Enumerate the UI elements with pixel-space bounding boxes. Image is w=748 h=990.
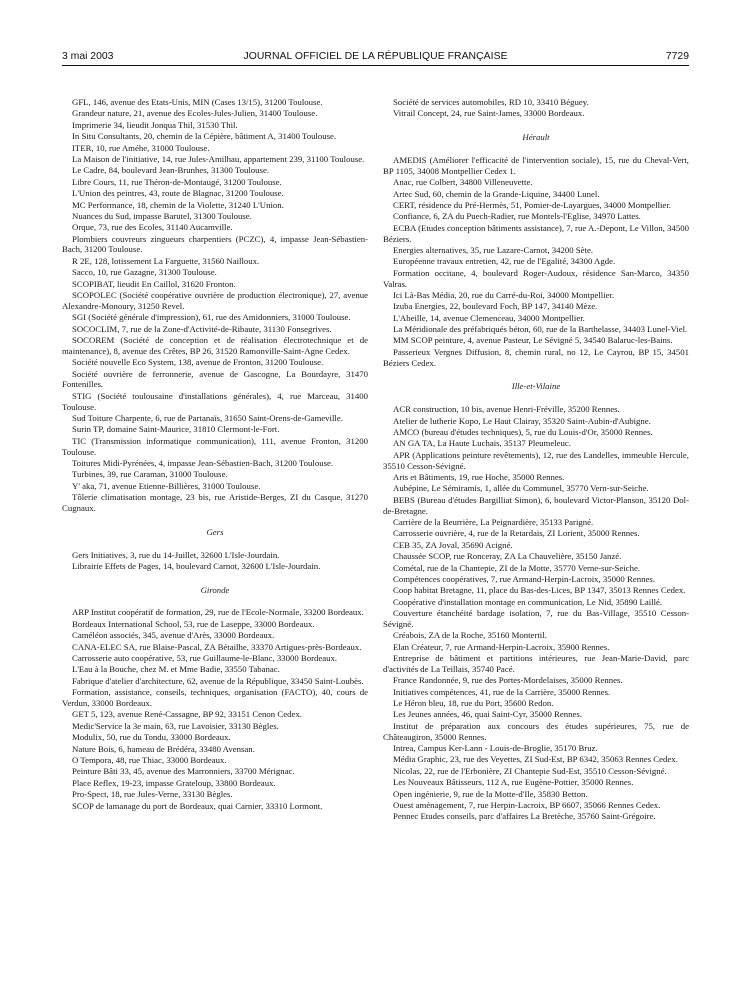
listing-entry: Coop habitat Bretagne, 11, place du Bas-des-Lices, BP 1347, 35013 Rennes Cedex. [393,585,686,596]
listing-entry: Y' aka, 71, avenue Etienne-Billières, 31000 Toulouse. [72,480,261,491]
listing-entry: Artec Sud, 60, chemin de la Grande-Liquine, 34400 Lunel. [393,188,600,199]
listing-entry: ACR construction, 10 bis, avenue Henri-Fréville, 35200 Rennes. [393,404,620,415]
listing-entry: Plombiers couvreurs zingueurs charpentiers (PCZC), 4, impasse Jean-Sébastien-Bach, 31200 Toulouse. [62,233,368,255]
listing-entry: Intrea, Campus Ker-Lann - Louis-de-Broglie, 35170 Bruz. [393,742,598,753]
left-column [62,97,368,812]
listing-entry: Compétences coopératives, 7, rue Armand-Herpin-Lacroix, 35000 Rennes. [393,573,655,584]
listing-entry: ITER, 10, rue Améhe, 31000 Toulouse. [72,142,210,153]
listing-entry: TIC (Transmission informatique communication), 111, avenue Fronton, 31200 Toulouse. [62,435,368,457]
listing-entry: AMCO (bureau d'études techniques), 5, rue du Louis-d'Or, 35000 Rennes. [393,427,653,438]
listing-entry: CANA-ELEC SA, rue Blaise-Pascal, ZA Bétailhe, 33370 Artigues-près-Bordeaux. [72,641,362,652]
listing-entry: O Tempora, 48, rue Thiac, 33000 Bordeaux. [72,754,227,765]
listing-entry: SGI (Société générale d'impression), 61, rue des Amidonniers, 31000 Toulouse. [72,312,351,323]
listing-entry: Chaussée SCOP, rue Ronceray, ZA La Chauvelière, 35150 Janzé. [393,551,622,562]
listing-entry: Librairie Effets de Pages, 14, boulevard Carnot, 32600 L'Isle-Jourdain. [72,560,321,571]
listing-entry: Les Jeunes années, 46, quai Saint-Cyr, 35000 Rennes. [393,709,582,720]
listing-entry: Arts et Bâtiments, 19, rue Hoche, 35000 Rennes. [393,471,565,482]
listing-entry: SCOPIBAT, lieudit En Caillol, 31620 Fronton. [72,278,236,289]
listing-entry: Pennec Etudes conseils, parc d'affaires La Bretèche, 35760 Saint-Grégoire. [393,811,656,822]
listing-entry: In Situ Consultants, 20, chemin de la Cépière, bâtiment A, 31400 Toulouse. [72,131,337,142]
listing-entry: Toitures Midi-Pyrénées, 4, impasse Jean-Sébastien-Bach, 31200 Toulouse. [72,457,334,468]
header-page-number: 7729 [665,51,689,62]
listing-entry: Fabrique d'atelier d'architecture, 62, avenue de la République, 33450 Saint-Loubès. [72,675,364,686]
listing-entry: Les Nouveaux Bâtisseurs, 112 A, rue Eugène-Pottier, 35000 Rennes. [393,777,634,788]
listing-entry: SCOP de lamanage du port de Bordeaux, quai Carnier, 33310 Lormont. [72,800,323,811]
listing-entry: Vitrail Concept, 24, rue Saint-James, 33000 Bordeaux. [393,108,585,119]
listing-entry: MM SCOP peinture, 4, avenue Pasteur, Le Sévigné 5, 34540 Balaruc-les-Bains. [393,335,673,346]
listing-entry: Libre Cours, 11, rue Théron-de-Montaugé, 31200 Toulouse. [72,176,282,187]
listing-entry: GFL, 146, avenue des Etats-Unis, MIN (Cases 13/15), 31200 Toulouse. [72,97,323,107]
listing-entry: Sacco, 10, rue Gazagne, 31300 Toulouse. [72,267,217,278]
listing-entry: Izuba Energies, 22, boulevard Foch, BP 147, 34140 Mèze. [393,301,598,312]
listing-entry: ECBA (Etudes conception bâtiments assistance), 7, rue A.-Depont, Le Villon, 34500 Béziers. [383,222,689,244]
listing-entry: Atelier de lutherie Kopo, Le Haut Clairay, 35320 Saint-Aubin-d'Aubigne. [393,415,651,426]
listing-entry: Le Cadre, 84, boulevard Jean-Brunhes, 31300 Toulouse. [72,165,270,176]
listing-entry: Orque, 73, rue des Ecoles, 31140 Aucamville. [72,222,233,233]
listing-entry: Ici Là-Bas Média, 20, rue du Carré-du-Roi, 34000 Montpellier. [393,289,615,300]
listing-entry: Gers Initiatives, 3, rue du 14-Juillet, 32600 L'Isle-Jourdain. [72,549,280,560]
listing-entry: Medic'Service la 3e main, 63, rue Lavoisier, 33130 Bègles. [72,720,279,731]
listing-entry: CEB 35, ZA Joval, 35690 Acigné. [393,539,513,550]
listing-entry: Energies alternatives, 35, rue Lazare-Carnot, 34200 Sète. [393,244,594,255]
listing-entry: Le Héron bleu, 18, rue du Port, 35600 Redon. [393,698,554,709]
listing-entry: MC Performance, 18, chemin de la Violette, 31240 L'Union. [72,199,284,210]
listing-entry: Caméléon associés, 345, avenue d'Arès, 33000 Bordeaux. [72,630,275,641]
listing-entry: ARP Institut coopératif de formation, 29, rue de l'Ecole-Normale, 33200 Bordeaux. [72,607,364,618]
listing-entry: Société de services automobiles, RD 10, 33410 Béguey. [393,97,589,107]
listing-entry: Turbines, 39, rue Caraman, 31000 Toulouse. [72,469,228,480]
listing-entry: AN GA TA, La Haute Luchais, 35137 Pleumeleuc. [393,438,571,449]
listing-entry: GET 5, 123, avenue René-Cassagne, BP 92, 33151 Cenon Cedex. [72,709,302,720]
listing-entry: Sud Toiture Charpente, 6, rue de Partanaïs, 31650 Saint-Orens-de-Gameville. [72,412,343,423]
listing-entry: Carrosserie auto coopérative, 53, rue Guillaume-le-Blanc, 33000 Bordeaux. [72,653,338,664]
header-date: 3 mai 2003 [62,51,114,62]
listing-entry: Nature Bois, 6, hameau de Brédéra, 33480 Avensan. [72,743,255,754]
listing-entry: Open ingénierie, 9, rue de la Motte-d'Ile, 35830 Betton. [393,788,588,799]
listing-entry: R 2E, 128, lotissement La Farguette, 31560 Nailloux. [72,255,260,266]
listing-entry: Coopérative d'installation montage en communication, Le Nid, 35890 Laillé. [393,596,663,607]
listing-entry: Média Graphic, 23, rue des Veyettes, ZI Sud-Est, BP 6342, 35063 Rennes Cedex. [393,754,678,765]
listing-entry: Confiance, 6, ZA du Puech-Radier, rue Montels-l'Eglise, 34970 Lattes. [393,211,641,222]
listing-entry: Initiatives compétences, 41, rue de la Carrière, 35000 Rennes. [393,686,611,697]
listing-entry: Créabois, ZA de la Roche, 35160 Montertil. [393,630,547,641]
listing-entry: L'Union des peintres, 43, route de Blagnac, 31200 Toulouse. [72,188,284,199]
listing-entry: Couverture étanchéité bardage isolation, 7, rue du Bas-Village, 35510 Cesson-Sévigné. [383,608,689,629]
listing-entry: Carrosserie ouvrière, 4, rue de la Retardais, ZI Lorient, 35000 Rennes. [393,528,640,539]
listing-entry: STIG (Société toulousaine d'installations générales), 4, rue Marceau, 31400 Toulouse. [62,390,368,412]
listing-entry: Bordeaux International School, 53, rue de Laseppe, 33000 Bordeaux. [72,618,315,629]
listing-entry: SOCOCLIM, 7, rue de la Zone-d'Activité-de-Ribaute, 31130 Fonsegrives. [72,323,332,334]
listing-entry: L'Abeille, 14, avenue Clemenceau, 34000 Montpellier. [393,312,585,323]
listing-entry: Formation, assistance, conseils, techniques, organisation (FACTO), 40, cours de Verdun, 33000 Bordeaux. [62,687,368,709]
listing-entry: Formation occitane, 4, boulevard Roger-Audoux, résidence San-Marco, 34350 Valras. [383,267,689,289]
listing-entry: Européenne travaux entretien, 42, rue de l'Egalité, 34300 Agde. [393,256,616,267]
listing-entry: Entreprise de bâtiment et partitions intérieures, rue Jean-Marie-David, parc d'activités de La Teillais, 35740 Pacé. [383,653,689,674]
listing-entry: Ouest aménagement, 7, rue Herpin-Lacroix, BP 6607, 35066 Rennes Cedex. [393,799,661,810]
listing-entry: Passerieux Vergnes Diffusion, 8, chemin rural, no 12, Le Cayrou, BP 15, 34501 Béziers Cedex. [383,346,689,368]
listing-entry: Institut de préparation aux concours des études supérieures, 75, rue de Châteaugiron, 35000 Rennes. [383,720,689,742]
listing-entry: Elan Créateur, 7, rue Armand-Herpin-Lacroix, 35900 Rennes. [393,641,610,652]
listing-entry: Surin TP, domaine Saint-Maurice, 31810 Clermont-le-Fort. [72,424,280,435]
right-column [383,97,689,823]
listing-entry: Carrière de la Beurrière, La Peignardière, 35133 Parigné. [393,516,594,527]
listing-entry: Imprimerie 34, lieudit Jonqua Thil, 31530 Thil. [72,119,238,130]
department-heading: Gers [206,526,224,537]
listing-entry: L'Eau à la Bouche, chez M. et Mme Badie, 33550 Tabanac. [72,664,280,675]
listing-entry: Société nouvelle Eco System, 138, avenue de Fronton, 31200 Toulouse. [72,357,324,368]
listing-entry: La Maison de l'initiative, 14, rue Jules-Amilhau, appartement 239, 31100 Toulouse. [72,153,365,164]
department-heading: Ille-et-Vilaine [511,381,561,392]
listing-entry: Peinture Bâti 33, 45, avenue des Marronniers, 33700 Mérignac. [72,766,295,777]
listing-entry: Grandeur nature, 21, avenue des Ecoles-Jules-Julien, 31400 Toulouse. [72,108,318,119]
listing-entry: SOCOREM (Société de conception et de réalisation électrotechnique et de maintenance), 8, avenue des Crêtes, BP 26, 31520 Ramonville-Saint-Agne Cedex. [62,335,368,356]
header-title: JOURNAL OFFICIEL DE LA RÉPUBLIQUE FRANÇAISE [243,51,508,62]
listing-entry: SCOPOLEC (Société coopérative ouvrière de production électronique), 27, avenue Alexandre-Monoury, 31250 Revel. [62,290,368,311]
listing-entry: BEBS (Bureau d'études Bargilliat Simon), 6, boulevard Victor-Planson, 35120 Dol-de-Bretagne. [383,494,689,516]
listing-entry: Anac, rue Colbert, 34800 Villeneuvette. [393,177,533,188]
listing-entry: La Méridionale des préfabriqués béton, 60, rue de la Barthelasse, 34403 Lunel-Viel. [393,324,688,335]
listing-entry: Société ouvrière de ferronnerie, avenue de Gascogne, La Bourdayre, 31470 Fontenilles. [62,368,368,390]
listing-entry: Cométal, rue de la Chantepie, ZI de la Motte, 35770 Verne-sur-Seiche. [393,562,641,573]
listing-entry: CERT, résidence du Pré-Hermès, 51, Pomier-de-Layargues, 34000 Montpellier. [393,199,671,210]
listing-entry: Nuances du Sud, impasse Barutel, 31300 Toulouse. [72,210,252,221]
listing-entry: Aubépine, Le Sémiramis, 1, allée du Communel, 35770 Vern-sur-Seiche. [393,483,649,494]
listing-entry: AMEDIS (Améliorer l'efficacité de l'intervention sociale), 15, rue du Cheval-Vert, BP 1105, 34008 Montpellier Cedex 1. [383,154,689,176]
department-heading: Gironde [200,584,230,595]
listing-entry: Place Reflex, 19-23, impasse Grateloup, 33800 Bordeaux. [72,777,276,788]
department-heading: Hérault [522,132,550,143]
listing-entry: Modulix, 50, rue du Tondu, 33000 Bordeaux. [72,732,231,743]
listing-entry: APR (Applications peinture revêtements), 12, rue des Landelles, immeuble Hercule, 35510 Cesson-Sévigné. [383,449,689,471]
listing-entry: Nicolas, 22, rue de l'Erbonière, ZI Chantepie Sud-Est, 35510 Cesson-Sévigné. [393,765,667,776]
page-header [62,49,689,66]
listing-entry: Tôlerie climatisation montage, 23 bis, rue Aristide-Berges, ZI du Casque, 31270 Cugnaux. [62,492,368,513]
listing-entry: France Randonnée, 9, rue des Portes-Mordelaises, 35000 Rennes. [393,675,623,686]
listing-entry: Pro-Spect, 18, rue Jules-Verne, 33130 Bègles. [72,789,233,800]
